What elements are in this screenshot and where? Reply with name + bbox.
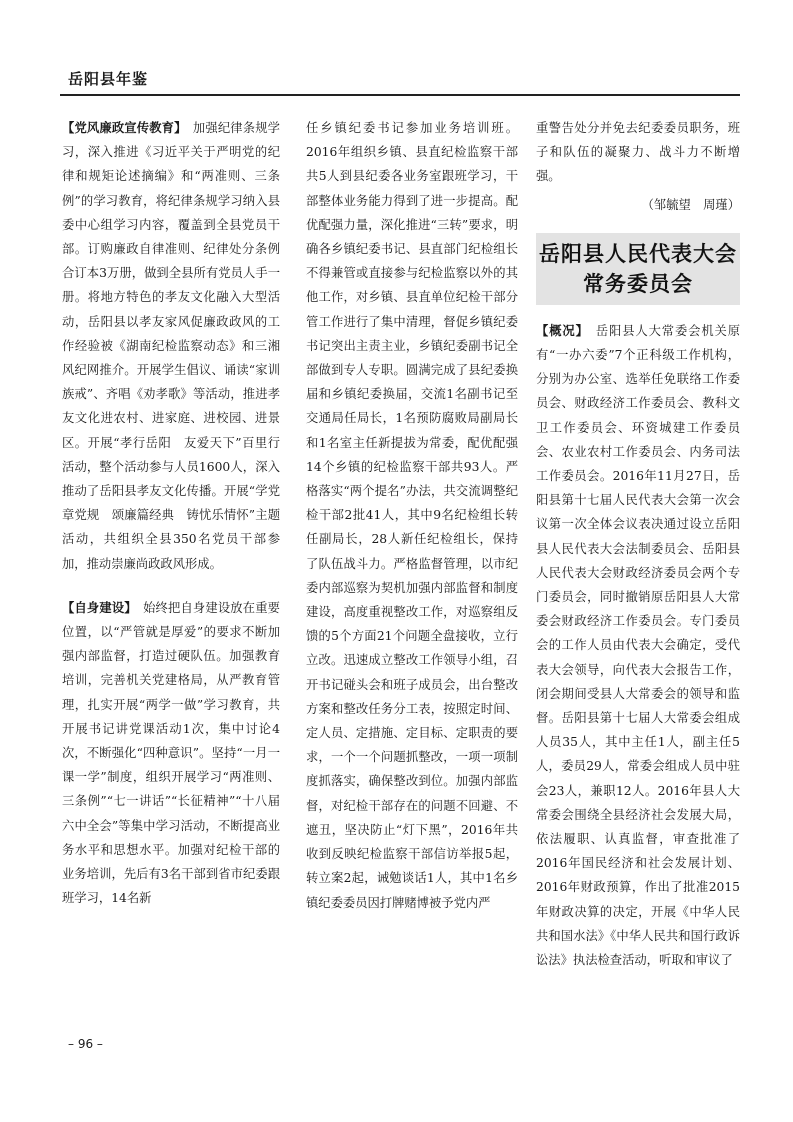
section-heading-line1: 岳阳县人民代表大会 — [539, 241, 737, 266]
section-tag: 【概况】 — [536, 323, 583, 338]
paragraph-continued: 重警告处分并免去纪委委员职务，班子和队伍的凝聚力、战斗力不断增强。 — [536, 121, 740, 184]
author-credit: （邹毓望 周瑾） — [641, 197, 740, 212]
paragraph-self-building — [62, 596, 280, 911]
paragraph-text: 始终把自身建设放在重要位置，以“严管就是厚爱”的要求不断加强内部监督，打造过硬队伍。加强教育培训，完善机关党建格局，从严教育管理，扎实开展“两学一做”学习教育，共开展书记讲党课活动1次，集中讨论4次，不断强化“四种意识”。坚持“一月一课一学”制度，组织开展学习“两准则、三条例”“七一讲话”“长征精神”“十八届六中全会”等集中学习活动，不断提高业务水平和思想水平。加强对纪检干部的业务培训，先后有3名干部到省市纪委跟班学习，14名新 — [62, 600, 280, 906]
section-tag: 【党风廉政宣传教育】 — [62, 121, 181, 135]
paragraph-text: 岳阳县人大常委会机关原有“一办六委”7个正科级工作机构，分别为办公室、选举任免联络工作委员会、财政经济工作委员会、教科文卫工作委员会、环资城建工作委员会、农业农村工作委员会、内务司法工作委员会。2016年11月27日，岳阳县第十七届人民代表大会第一次会议第一次全体会议表决通过设立岳阳县人民代表大会法制委员会、岳阳县人民代表大会财政经济委员会两个专门委员会，同时撤销原岳阳县人大常委会财政经济工作委员会。专门委员会的工作人员由代表大会确定，受代表大会领导，向代表大会报告工作，闭会期间受县人大常委会的领导和监督。岳阳县第十七届人大常委会组成人员35人，其中主任1人，副主任5人，委员29人，常委会组成人员中驻会23人，兼职12人。2016年县人大常委会围绕全县经济社会发展大局，依法履职、认真监督，审查批准了2016年国民经济和社会发展计划、2016年财政预算，作出了批准2015年财政决算的决定，开展《中华人民共和国水法》《中华人民共和国行政诉讼法》执法检查活动，听取和审议了 — [536, 323, 740, 968]
page-number: – 96 – — [68, 1037, 103, 1051]
column-1 — [62, 116, 280, 911]
paragraph-text: 加强纪律条规学习，深入推进《习近平关于严明党的纪律和规矩论述摘编》和“两准则、三条例”的学习教育，将纪律条规学习纳入县委中心组学习内容，覆盖到全县党员干部。订购廉政自律准则、纪律处分条例合订本3万册，做到全县所有党员人手一册。将地方特色的孝友文化融入大型活动，岳阳县以孝友家风促廉政政风的工作经验被《湖南纪检监察动态》和三湘风纪网推介。开展学生倡议、诵读“家训族戒”、齐唱《劝孝歌》等活动，推进孝友文化进农村、进家庭、进校园、进景区。开展“孝行岳阳 友爱天下”百里行活动，整个活动参与人员1600人，深入推动了岳阳县孝友文化传播。开展“学党章党规 颂廉篇经典 铸忧乐情怀”主题活动，共组织全县350名党员干部参加，推动崇廉尚政政风形成。 — [62, 121, 280, 571]
section-tag: 【自身建设】 — [62, 600, 131, 615]
paragraph-overview — [536, 319, 740, 972]
column-3 — [536, 116, 740, 972]
paragraph-publicity — [62, 116, 280, 576]
section-heading-box — [536, 233, 740, 305]
section-heading-line2: 常务委员会 — [583, 271, 693, 296]
paragraph-continued: 任乡镇纪委书记参加业务培训班。2016年组织乡镇、县直纪检监察干部共5人到县纪委各业务室跟班学习，干部整体业务能力得到了进一步提高。配优配强力量，深化推进“三转”要求，明确各乡镇纪委书记、县直部门纪检组长不得兼管或直接参与纪检监察以外的其他工作，对乡镇、县直单位纪检干部分管工作进行了集中清理，督促乡镇纪委书记突出主责主业，乡镇纪委副书记全部做到专人专职。圆满完成了县纪委换届和乡镇纪委换届，交流1名副书记至交通局任局长，1名预防腐败局副局长和1名室主任新提拔为常委，配优配强14个乡镇的纪检监察干部共93人。严格落实“两个提名”办法，共交流调整纪检干部2批41人，其中9名纪检组长转任副局长，28人新任纪检组长，保持了队伍战斗力。严格监督管理，以市纪委内部巡察为契机加强内部监督和制度建设，高度重视整改工作，对巡察组反馈的5个方面21个问题全盘接收，立行立改。迅速成立整改工作领导小组，召开书记碰头会和班子成员会，出台整改方案和整改任务分工表，按照定时间、定人员、定措施、定目标、定职责的要求，一个一个问题抓整改，一项一项制度抓落实，确保整改到位。加强内部监督，对纪检干部存在的问题不回避、不遮丑，坚决防止“灯下黑”，2016年共收到反映纪检监察干部信访举报5起，转立案2起，诫勉谈话1人，其中1名乡镇纪委委员因打牌赌博被予党内严 — [306, 121, 518, 910]
page-header-title: 岳阳县年鉴 — [68, 70, 149, 88]
header-rule — [60, 94, 740, 96]
column-2 — [306, 116, 518, 915]
section-heading — [539, 239, 737, 299]
